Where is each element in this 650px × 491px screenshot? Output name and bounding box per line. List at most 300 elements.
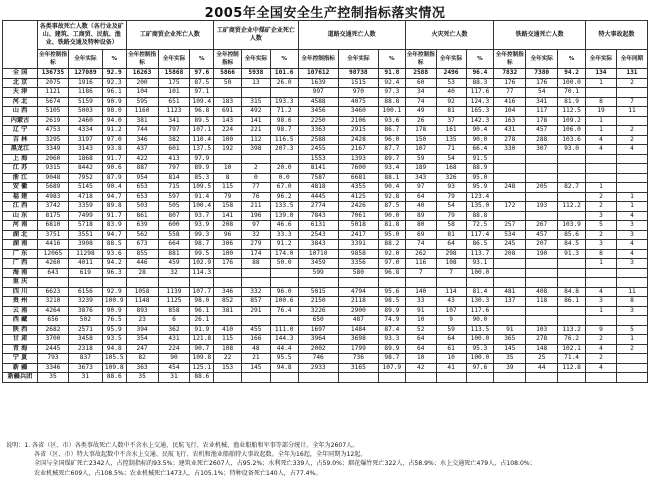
value-cell bbox=[558, 211, 586, 221]
value-cell: 28 bbox=[126, 268, 158, 278]
value-cell: 97 bbox=[405, 183, 436, 193]
table-row bbox=[3, 297, 648, 307]
table-row bbox=[3, 344, 648, 354]
value-cell: 413 bbox=[158, 154, 190, 164]
value-cell: 291 bbox=[241, 306, 270, 316]
value-cell: 93.1 bbox=[466, 259, 494, 269]
value-cell: 3197 bbox=[68, 135, 102, 145]
value-cell: 166 bbox=[241, 335, 270, 345]
value-cell: 116.5 bbox=[270, 135, 298, 145]
column-header: % bbox=[102, 50, 126, 69]
value-cell: 2933 bbox=[298, 363, 338, 373]
table-row bbox=[3, 116, 648, 126]
value-cell: 3349 bbox=[38, 145, 69, 155]
value-cell: 3165 bbox=[338, 363, 378, 373]
value-cell bbox=[270, 268, 298, 278]
region-cell: 福 建 bbox=[3, 192, 38, 202]
value-cell: 1 bbox=[616, 202, 647, 212]
value-cell bbox=[214, 316, 242, 326]
value-cell: 20.0 bbox=[270, 164, 298, 174]
value-cell: 80 bbox=[405, 221, 436, 231]
value-cell: 84.8 bbox=[558, 287, 586, 297]
value-cell: 97.6 bbox=[190, 69, 214, 79]
value-cell: 112.5 bbox=[558, 107, 586, 117]
value-cell: 82.7 bbox=[558, 183, 586, 193]
column-header: 全年控制指标 bbox=[126, 50, 158, 69]
notes-section bbox=[6, 441, 646, 478]
value-cell: 103.9 bbox=[558, 221, 586, 231]
value-cell: 10710 bbox=[298, 249, 338, 259]
table-row bbox=[3, 211, 648, 221]
region-cell: 天 津 bbox=[3, 88, 38, 98]
value-cell: 50.0 bbox=[270, 259, 298, 269]
value-cell: 118 bbox=[526, 297, 558, 307]
value-cell: 88.9 bbox=[466, 164, 494, 174]
value-cell: 44.4 bbox=[270, 344, 298, 354]
value-cell: 189 bbox=[405, 164, 436, 174]
value-cell: 797 bbox=[158, 126, 190, 136]
value-cell: 98.7 bbox=[190, 240, 214, 250]
value-cell: 96.8 bbox=[190, 107, 214, 117]
value-cell: 7843 bbox=[298, 211, 338, 221]
value-cell: 2 bbox=[586, 202, 617, 212]
value-cell: 107612 bbox=[298, 69, 338, 79]
value-cell: 100.0 bbox=[466, 354, 494, 364]
value-cell: 92.0 bbox=[378, 249, 405, 259]
value-cell: 165.3 bbox=[466, 107, 494, 117]
value-cell: 89 bbox=[405, 211, 436, 221]
value-cell bbox=[270, 278, 298, 288]
value-cell: 2460 bbox=[68, 116, 102, 126]
value-cell: 32 bbox=[241, 230, 270, 240]
region-cell: 宁 夏 bbox=[3, 354, 38, 364]
value-cell: 2167 bbox=[338, 145, 378, 155]
value-cell: 2915 bbox=[338, 126, 378, 136]
value-cell: 651 bbox=[158, 97, 190, 107]
column-header: 全年实际 bbox=[436, 50, 466, 69]
value-cell: 93.3 bbox=[378, 335, 405, 345]
value-cell: 639 bbox=[126, 221, 158, 231]
value-cell: 0.0 bbox=[270, 173, 298, 183]
value-cell: 76.4 bbox=[270, 306, 298, 316]
value-cell: 248 bbox=[494, 183, 526, 193]
value-cell: 26.1 bbox=[190, 316, 214, 326]
value-cell: 135 bbox=[436, 135, 466, 145]
table-row bbox=[3, 88, 648, 98]
value-cell bbox=[298, 373, 338, 383]
value-cell: 2106 bbox=[338, 116, 378, 126]
table-row bbox=[3, 363, 648, 373]
value-cell: 100.6 bbox=[270, 297, 298, 307]
value-cell: 26.0 bbox=[270, 78, 298, 88]
value-cell: 2 bbox=[241, 164, 270, 174]
value-cell: 207 bbox=[526, 240, 558, 250]
value-cell: 893 bbox=[126, 306, 158, 316]
value-cell: 10 bbox=[405, 354, 436, 364]
value-cell: 64 bbox=[405, 192, 436, 202]
value-cell: 224 bbox=[214, 126, 242, 136]
value-cell: 2 bbox=[586, 354, 617, 364]
value-cell: 332 bbox=[241, 287, 270, 297]
value-cell: 4445 bbox=[298, 192, 338, 202]
value-cell: 96.2 bbox=[270, 192, 298, 202]
value-cell: 744 bbox=[126, 126, 158, 136]
value-cell: 2 bbox=[586, 192, 617, 202]
value-cell: 8 bbox=[586, 97, 617, 107]
value-cell: 4818 bbox=[298, 183, 338, 193]
value-cell: 431 bbox=[494, 126, 526, 136]
value-cell: 416 bbox=[494, 97, 526, 107]
value-cell: 3456 bbox=[298, 107, 338, 117]
value-cell: 1058 bbox=[126, 287, 158, 297]
value-cell: 141 bbox=[241, 116, 270, 126]
region-cell: 甘 肃 bbox=[3, 335, 38, 345]
column-header: % bbox=[558, 50, 586, 69]
value-cell: 86.1 bbox=[558, 297, 586, 307]
value-cell: 2075 bbox=[38, 78, 69, 88]
value-cell: 1148 bbox=[126, 297, 158, 307]
value-cell: 4416 bbox=[38, 240, 69, 250]
value-cell: 52 bbox=[405, 325, 436, 335]
value-cell: 3458 bbox=[68, 335, 102, 345]
value-cell: 105.5 bbox=[102, 354, 126, 364]
value-cell: 10 bbox=[214, 164, 242, 174]
value-cell bbox=[616, 88, 647, 98]
value-cell bbox=[270, 154, 298, 164]
value-cell: 136735 bbox=[38, 69, 69, 79]
group-header: 工矿商贸企业死亡人数 bbox=[126, 21, 214, 50]
value-cell bbox=[526, 373, 558, 383]
value-cell: 288 bbox=[526, 135, 558, 145]
value-cell: 111.0 bbox=[270, 325, 298, 335]
value-cell bbox=[338, 373, 378, 383]
value-cell: 137 bbox=[494, 297, 526, 307]
value-cell: 306 bbox=[214, 240, 242, 250]
value-cell: 5 bbox=[586, 221, 617, 231]
value-cell: 123.4 bbox=[466, 192, 494, 202]
value-cell: 114.3 bbox=[190, 268, 214, 278]
value-cell: 4125 bbox=[338, 192, 378, 202]
value-cell: 25 bbox=[526, 354, 558, 364]
value-cell: 88 bbox=[241, 259, 270, 269]
value-cell: 954 bbox=[126, 173, 158, 183]
value-cell: 115 bbox=[214, 335, 242, 345]
value-cell: 107 bbox=[405, 145, 436, 155]
value-cell: 601 bbox=[158, 145, 190, 155]
value-cell: 2588 bbox=[298, 135, 338, 145]
value-cell: 71 bbox=[436, 145, 466, 155]
value-cell: 102.1 bbox=[558, 344, 586, 354]
value-cell: 90.4 bbox=[378, 183, 405, 193]
value-cell: 35 bbox=[126, 373, 158, 383]
value-cell bbox=[494, 373, 526, 383]
value-cell: 97.6 bbox=[466, 363, 494, 373]
value-cell: 96.3 bbox=[102, 268, 126, 278]
table-row bbox=[3, 107, 648, 117]
value-cell: 7 bbox=[405, 268, 436, 278]
value-cell: 15868 bbox=[158, 69, 190, 79]
value-cell: 72.5 bbox=[466, 221, 494, 231]
table-row bbox=[3, 230, 648, 240]
column-header: % bbox=[190, 50, 214, 69]
value-cell: 109.4 bbox=[190, 97, 214, 107]
value-cell: 127089 bbox=[68, 69, 102, 79]
value-cell: 70.1 bbox=[558, 88, 586, 98]
value-cell bbox=[616, 173, 647, 183]
value-cell: 94.8 bbox=[102, 344, 126, 354]
value-cell: 90.6 bbox=[102, 164, 126, 174]
value-cell: 5938 bbox=[241, 69, 270, 79]
value-cell: 457 bbox=[526, 230, 558, 240]
value-cell bbox=[494, 211, 526, 221]
value-cell bbox=[436, 278, 466, 288]
value-cell: 92.9 bbox=[102, 287, 126, 297]
value-cell: 558 bbox=[158, 230, 190, 240]
value-cell: 278 bbox=[494, 135, 526, 145]
value-cell: 100 bbox=[214, 135, 242, 145]
value-cell: 90.9 bbox=[102, 97, 126, 107]
group-header: 特大事故起数 bbox=[586, 21, 648, 50]
value-cell: 93.8 bbox=[102, 145, 126, 155]
value-cell: 363 bbox=[126, 363, 158, 373]
value-cell: 104 bbox=[494, 107, 526, 117]
value-cell: 9858 bbox=[338, 249, 378, 259]
value-cell: 125.1 bbox=[190, 363, 214, 373]
value-cell: 365 bbox=[494, 335, 526, 345]
value-cell: 278 bbox=[526, 335, 558, 345]
table-row bbox=[3, 126, 648, 136]
value-cell bbox=[558, 192, 586, 202]
region-cell: 四 川 bbox=[3, 287, 38, 297]
value-cell: 5718 bbox=[68, 221, 102, 231]
value-cell: 208 bbox=[214, 221, 242, 231]
value-cell: 99.5 bbox=[190, 249, 214, 259]
region-cell: 山 东 bbox=[3, 211, 38, 221]
value-cell: 736 bbox=[338, 354, 378, 364]
value-cell: 7380 bbox=[526, 69, 558, 79]
value-cell: 3964 bbox=[298, 335, 338, 345]
value-cell: 855 bbox=[126, 249, 158, 259]
value-cell: 92.4 bbox=[378, 78, 405, 88]
value-cell bbox=[494, 154, 526, 164]
value-cell: 398 bbox=[241, 145, 270, 155]
value-cell: 1160 bbox=[126, 107, 158, 117]
value-cell: 4260 bbox=[38, 259, 69, 269]
value-cell bbox=[526, 259, 558, 269]
value-cell: 178 bbox=[526, 116, 558, 126]
value-cell: 103.6 bbox=[558, 135, 586, 145]
region-cell: 湖 北 bbox=[3, 230, 38, 240]
value-cell bbox=[126, 278, 158, 288]
value-cell bbox=[586, 278, 617, 288]
value-cell: 5015 bbox=[298, 287, 338, 297]
value-cell: 109.8 bbox=[102, 363, 126, 373]
value-cell: 94.0 bbox=[102, 116, 126, 126]
value-cell: 224 bbox=[158, 344, 190, 354]
value-cell: 97.0 bbox=[378, 259, 405, 269]
table-body bbox=[3, 69, 648, 383]
value-cell: 90.0 bbox=[466, 135, 494, 145]
value-cell: 53 bbox=[436, 78, 466, 88]
value-cell: 2496 bbox=[436, 69, 466, 79]
table-row bbox=[3, 135, 648, 145]
value-cell: 807 bbox=[158, 211, 190, 221]
value-cell: 93.4 bbox=[378, 164, 405, 174]
value-cell: 31 bbox=[158, 373, 190, 383]
value-cell: 91.2 bbox=[102, 126, 126, 136]
value-cell: 96.0 bbox=[378, 135, 405, 145]
value-cell: 8 bbox=[616, 297, 647, 307]
value-cell: 221 bbox=[241, 126, 270, 136]
value-cell: 4 bbox=[586, 363, 617, 373]
region-cell: 新疆兵团 bbox=[3, 373, 38, 383]
value-cell: 6156 bbox=[68, 287, 102, 297]
value-cell: 98.0 bbox=[190, 297, 214, 307]
value-cell: 143 bbox=[214, 116, 242, 126]
value-cell: 4334 bbox=[68, 126, 102, 136]
value-cell: 7061 bbox=[338, 211, 378, 221]
value-cell: 161 bbox=[436, 126, 466, 136]
value-cell: 174 bbox=[241, 249, 270, 259]
value-cell: 31 bbox=[68, 373, 102, 383]
value-cell: 534 bbox=[494, 230, 526, 240]
value-cell bbox=[494, 316, 526, 326]
value-cell: 2002 bbox=[298, 344, 338, 354]
region-cell: 重 庆 bbox=[3, 278, 38, 288]
value-cell: 93.0 bbox=[558, 145, 586, 155]
value-cell: 3551 bbox=[68, 230, 102, 240]
subheader-row bbox=[3, 50, 648, 69]
value-cell: 492 bbox=[241, 107, 270, 117]
value-cell: 2417 bbox=[338, 230, 378, 240]
value-cell: 1139 bbox=[158, 287, 190, 297]
value-cell bbox=[190, 278, 214, 288]
value-cell: 10 bbox=[405, 316, 436, 326]
value-cell: 97 bbox=[241, 221, 270, 231]
value-cell: 112.8 bbox=[558, 363, 586, 373]
value-cell: 109.5 bbox=[190, 183, 214, 193]
value-cell bbox=[558, 154, 586, 164]
value-cell: 90.4 bbox=[466, 126, 494, 136]
value-cell: 100.0 bbox=[466, 335, 494, 345]
value-cell: 307 bbox=[526, 145, 558, 155]
value-cell: 1484 bbox=[338, 325, 378, 335]
value-cell: 4794 bbox=[338, 287, 378, 297]
value-cell: 64 bbox=[436, 335, 466, 345]
value-cell bbox=[494, 306, 526, 316]
value-cell: 103 bbox=[526, 325, 558, 335]
value-cell: 81.9 bbox=[558, 97, 586, 107]
value-cell: 9048 bbox=[38, 173, 69, 183]
value-cell: 49 bbox=[405, 107, 436, 117]
value-cell: 5018 bbox=[338, 221, 378, 231]
value-cell: 35 bbox=[38, 373, 69, 383]
value-cell: 81 bbox=[436, 107, 466, 117]
value-cell: 9315 bbox=[38, 164, 69, 174]
value-cell: 98.7 bbox=[270, 126, 298, 136]
value-cell: 93.7 bbox=[190, 211, 214, 221]
value-cell: 108 bbox=[214, 344, 242, 354]
value-cell: 3751 bbox=[38, 230, 69, 240]
group-header: 铁路交通死亡人数 bbox=[494, 21, 586, 50]
value-cell: 71.4 bbox=[558, 354, 586, 364]
value-cell: 91.8 bbox=[378, 69, 405, 79]
value-cell bbox=[558, 164, 586, 174]
column-header: % bbox=[270, 50, 298, 69]
value-cell: 158 bbox=[214, 202, 242, 212]
column-header: % bbox=[466, 50, 494, 69]
value-cell: 2900 bbox=[338, 306, 378, 316]
value-cell: 95.9 bbox=[466, 183, 494, 193]
value-cell: 140 bbox=[405, 287, 436, 297]
value-cell: 95.5 bbox=[270, 354, 298, 364]
value-cell: 2428 bbox=[338, 135, 378, 145]
value-cell: 115 bbox=[214, 183, 242, 193]
value-cell: 502 bbox=[68, 316, 102, 326]
value-cell: 422 bbox=[126, 154, 158, 164]
table-row bbox=[3, 316, 648, 326]
value-cell: 94.8 bbox=[270, 363, 298, 373]
value-cell: 207.3 bbox=[270, 145, 298, 155]
value-cell: 2250 bbox=[298, 116, 338, 126]
value-cell: 85.3 bbox=[190, 173, 214, 183]
value-cell: 26 bbox=[405, 116, 436, 126]
value-cell: 1916 bbox=[68, 78, 102, 88]
column-header: 全年实际 bbox=[158, 50, 190, 69]
value-cell: 4264 bbox=[38, 306, 69, 316]
region-cell: 山 西 bbox=[3, 107, 38, 117]
value-cell bbox=[558, 173, 586, 183]
value-cell: 1868 bbox=[68, 154, 102, 164]
value-cell: 691 bbox=[214, 107, 242, 117]
value-cell: 91.7 bbox=[102, 154, 126, 164]
note-line: 农业机械死亡609人，占108.5%；农业机械死亡1473人，占105.1%；特种设备死亡140人，占77.4%。 bbox=[34, 469, 322, 477]
value-cell: 76.5 bbox=[102, 316, 126, 326]
value-cell: 1799 bbox=[338, 344, 378, 354]
value-cell: 50 bbox=[214, 78, 242, 88]
value-cell: 3226 bbox=[298, 306, 338, 316]
value-cell: 109.8 bbox=[190, 354, 214, 364]
value-cell: 82 bbox=[126, 354, 158, 364]
value-cell: 192 bbox=[214, 145, 242, 155]
value-cell bbox=[616, 354, 647, 364]
value-cell: 2426 bbox=[338, 202, 378, 212]
value-cell: 23 bbox=[126, 316, 158, 326]
value-cell bbox=[494, 278, 526, 288]
value-cell: 431 bbox=[158, 335, 190, 345]
value-cell: 3 bbox=[616, 259, 647, 269]
value-cell: 40 bbox=[405, 202, 436, 212]
value-cell: 91.4 bbox=[190, 192, 214, 202]
value-cell: 12065 bbox=[38, 249, 69, 259]
value-cell bbox=[526, 164, 558, 174]
value-cell: 60 bbox=[405, 78, 436, 88]
value-cell: 3210 bbox=[38, 297, 69, 307]
value-cell bbox=[494, 192, 526, 202]
table-row bbox=[3, 154, 648, 164]
value-cell: 67.0 bbox=[270, 183, 298, 193]
value-cell: 6681 bbox=[338, 173, 378, 183]
value-cell: 107.1 bbox=[190, 126, 214, 136]
region-cell: 浙 江 bbox=[3, 173, 38, 183]
table-row bbox=[3, 202, 648, 212]
value-cell: 89.5 bbox=[190, 116, 214, 126]
value-cell bbox=[214, 268, 242, 278]
value-cell: 4011 bbox=[68, 259, 102, 269]
document-title: 2005年全国安全生产控制指标落实情况 bbox=[204, 6, 446, 21]
column-header: 全年实际 bbox=[338, 50, 378, 69]
value-cell: 94.2 bbox=[558, 69, 586, 79]
